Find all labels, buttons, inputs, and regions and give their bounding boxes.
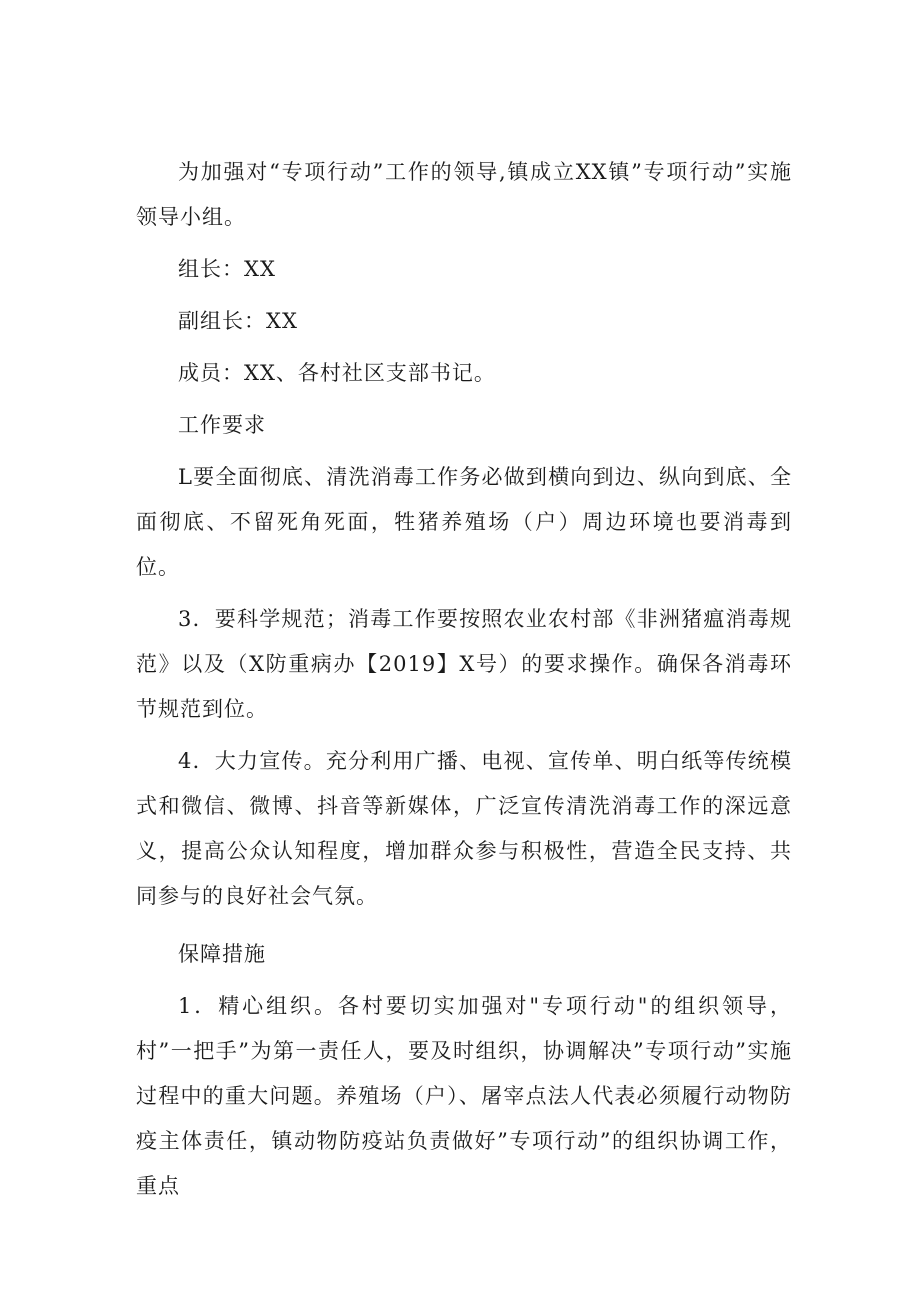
- paragraph-measure-1: 1．精心组织。各村要切实加强对"专项行动"的组织领导，村”一把手”为第一责任人，要及时组织，协调解决”专项行动”实施过程中的重大问题。养殖场（户）、屠宰点法人代表必须履行动物防疫主体责任，镇动物防疫站负责做好”专项行动”的组织协调工作，重点: [136, 994, 792, 1198]
- paragraph-intro: 为加强对“专项行动”工作的领导,镇成立XX镇”专项行动”实施领导小组。: [136, 160, 792, 229]
- paragraph-requirement-3: 3．要科学规范；消毒工作要按照农业农村部《非洲猪瘟消毒规范》以及（X防重病办【2019】X号）的要求操作。确保各消毒环节规范到位。: [136, 607, 792, 721]
- paragraph-deputy-leader: 副组长：XX: [178, 309, 298, 333]
- section-heading-requirements: 工作要求: [178, 413, 266, 437]
- document-body: [136, 150, 792, 1209]
- paragraph-requirement-4: 4．大力宣传。充分利用广播、电视、宣传单、明白纸等传统模式和微信、微博、抖音等新媒体，广泛宣传清洗消毒工作的深远意义，提高公众认知程度，增加群众参与积极性，营造全民支持、共同参与的良好社会气氛。: [136, 749, 792, 908]
- paragraph-group-leader: 组长：XX: [178, 257, 276, 281]
- section-heading-measures: 保障措施: [178, 942, 266, 966]
- paragraph-members: 成员：XX、各村社区支部书记。: [178, 361, 496, 385]
- paragraph-requirement-1: L要全面彻底、清洗消毒工作务必做到横向到边、纵向到底、全面彻底、不留死角死面，牲猪养殖场（户）周边环境也要消毒到位。: [136, 465, 792, 579]
